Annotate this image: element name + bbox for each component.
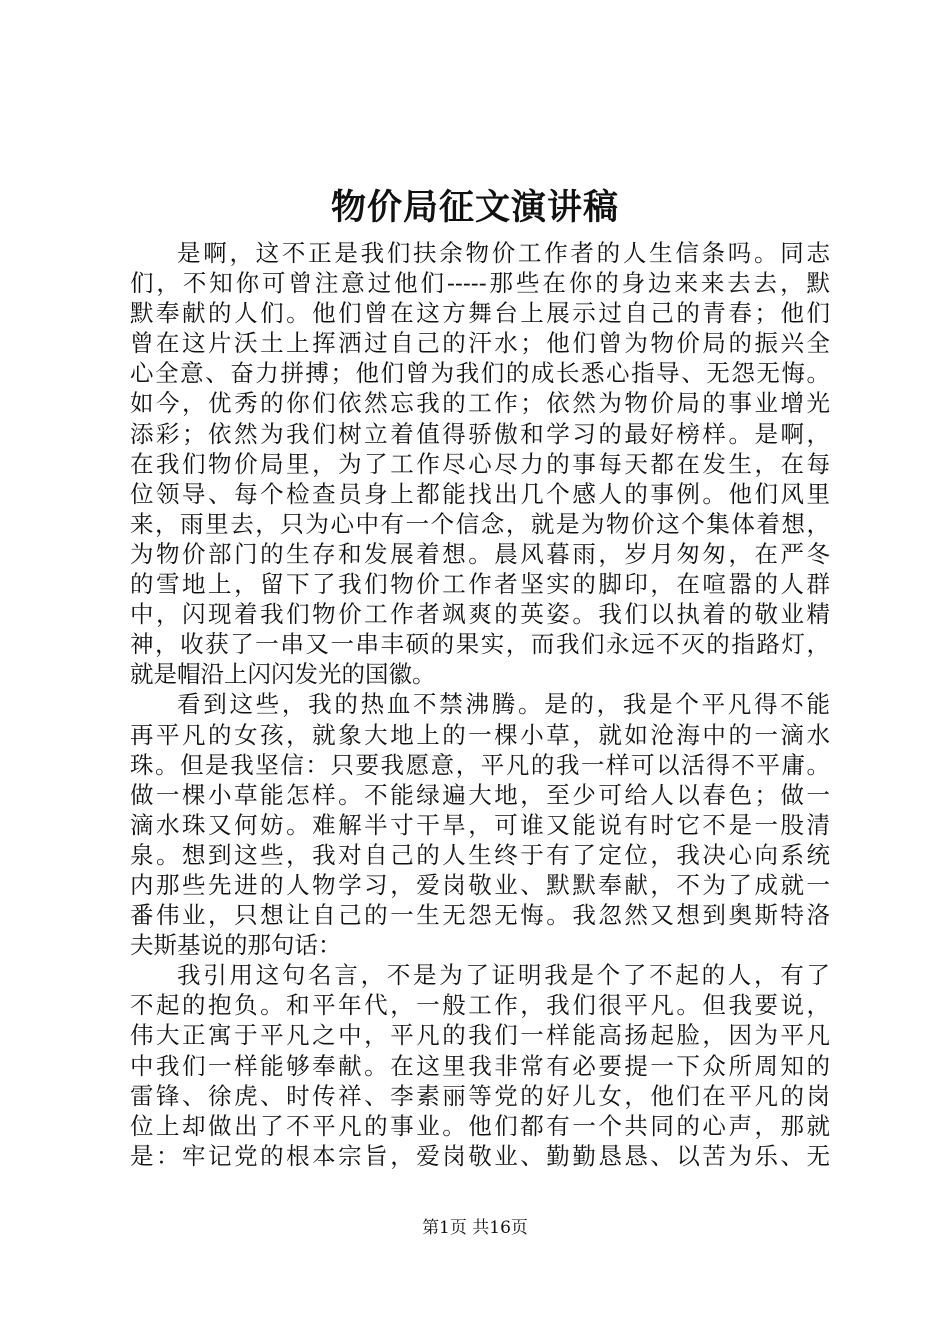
paragraph-line: 伟大正寓于平凡之中，平凡的我们一样能高扬起脸，因为平凡: [130, 1021, 830, 1050]
paragraph-line: 位上却做出了不平凡的事业。他们都有一个共同的心声，那就: [130, 1111, 830, 1140]
paragraph-line: 来，雨里去，只为心中有一个信念，就是为物价这个集体着想，: [130, 509, 830, 538]
paragraph-line: 泉。想到这些，我对自己的人生终于有了定位，我决心向系统: [130, 840, 830, 869]
paragraph-line: 就是帽沿上闪闪发光的国徽。: [130, 660, 436, 689]
paragraph-line: 默奉献的人们。他们曾在这方舞台上展示过自己的青春；他们: [130, 299, 830, 328]
paragraph-line: 内那些先进的人物学习，爱岗敬业、默默奉献，不为了成就一: [130, 870, 830, 899]
page-footer: 第1页 共16页: [422, 1218, 528, 1238]
paragraph-line: 夫斯基说的那句话：: [130, 931, 342, 960]
paragraph-line: 我引用这句名言，不是为了证明我是个了不起的人，有了: [177, 961, 830, 990]
paragraph-line: 做一棵小草能怎样。不能绿遍大地，至少可给人以春色；做一: [130, 780, 830, 809]
page-title: 物价局征文演讲稿: [330, 187, 619, 228]
paragraph-line: 不起的抱负。和平年代，一般工作，我们很平凡。但我要说，: [130, 991, 830, 1020]
paragraph-line: 番伟业，只想让自己的一生无怨无悔。我忽然又想到奥斯特洛: [130, 901, 830, 930]
paragraph-line: 滴水珠又何妨。难解半寸干旱，可谁又能说有时它不是一股清: [130, 810, 830, 839]
paragraph-line: 中，闪现着我们物价工作者飒爽的英姿。我们以执着的敬业精: [130, 600, 830, 629]
paragraph-line: 中我们一样能够奉献。在这里我非常有必要提一下众所周知的: [130, 1051, 830, 1080]
paragraph-line: 心全意、奋力拼搏；他们曾为我们的成长悉心指导、无怨无悔。: [130, 359, 830, 388]
paragraph-line: 神，收获了一串又一串丰硕的果实，而我们永远不灭的指路灯，: [130, 630, 830, 659]
paragraph-line: 的雪地上，留下了我们物价工作者坚实的脚印，在喧嚣的人群: [130, 570, 830, 599]
document-body: [130, 238, 830, 1171]
paragraph-line: 是：牢记党的根本宗旨，爱岗敬业、勤勤恳恳、以苦为乐、无: [130, 1141, 830, 1170]
paragraph-line: 们，不知你可曾注意过他们-----那些在你的身边来来去去，默: [130, 269, 830, 298]
paragraph-line: 在我们物价局里，为了工作尽心尽力的事每天都在发生，在每: [130, 449, 830, 478]
paragraph-line: 是啊，这不正是我们扶余物价工作者的人生信条吗。同志: [177, 239, 830, 267]
paragraph-line: 看到这些，我的热血不禁沸腾。是的，我是个平凡得不能: [177, 690, 830, 719]
paragraph-line: 珠。但是我坚信：只要我愿意，平凡的我一样可以活得不平庸。: [130, 750, 830, 779]
paragraph-line: 再平凡的女孩，就象大地上的一棵小草，就如沧海中的一滴水: [130, 720, 830, 749]
paragraph-line: 添彩；依然为我们树立着值得骄傲和学习的最好榜样。是啊，: [130, 419, 830, 448]
paragraph-line: 位领导、每个检查员身上都能找出几个感人的事例。他们风里: [130, 479, 830, 508]
paragraph-line: 如今，优秀的你们依然忘我的工作；依然为物价局的事业增光: [130, 389, 830, 418]
paragraph-line: 曾在这片沃土上挥洒过自己的汗水；他们曾为物价局的振兴全: [130, 329, 830, 358]
paragraph-line: 雷锋、徐虎、时传祥、李素丽等党的好儿女，他们在平凡的岗: [130, 1081, 830, 1110]
paragraph-line: 为物价部门的生存和发展着想。晨风暮雨，岁月匆匆，在严冬: [130, 539, 830, 568]
